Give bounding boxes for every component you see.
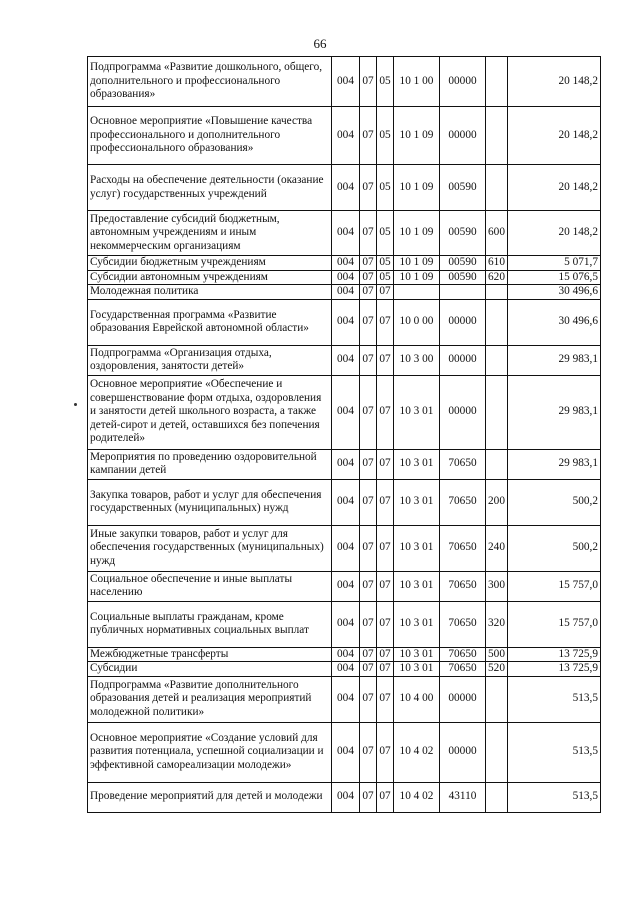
expense-type-code: [486, 676, 508, 722]
row-name: Закупка товаров, работ и услуг для обеспечения государственных (муниципальных) нужд: [88, 479, 332, 525]
row-name: Основное мероприятие «Повышение качества профессионального и дополнительного профессионального образования»: [88, 107, 332, 165]
program-code: 10 1 09: [394, 165, 440, 211]
row-name: Социальное обеспечение и иные выплаты населению: [88, 571, 332, 601]
table-row: [88, 601, 601, 647]
direction-code: 70650: [440, 449, 486, 479]
row-name: Социальные выплаты гражданам, кроме публичных нормативных социальных выплат: [88, 601, 332, 647]
amount: 513,5: [508, 676, 601, 722]
row-name: Проведение мероприятий для детей и молодежи: [88, 782, 332, 812]
subsection-code: 07: [377, 662, 394, 677]
program-code: 10 3 01: [394, 571, 440, 601]
table-row: [88, 299, 601, 345]
amount: 15 757,0: [508, 601, 601, 647]
expense-type-code: [486, 375, 508, 449]
program-code: 10 1 00: [394, 57, 440, 107]
direction-code: 43110: [440, 782, 486, 812]
direction-code: 00000: [440, 375, 486, 449]
subsection-code: 07: [377, 722, 394, 782]
amount: 29 983,1: [508, 345, 601, 375]
expense-type-code: [486, 722, 508, 782]
subsection-code: 07: [377, 479, 394, 525]
ministry-code: 004: [332, 571, 360, 601]
ministry-code: 004: [332, 722, 360, 782]
program-code: 10 3 01: [394, 479, 440, 525]
program-code: 10 1 09: [394, 256, 440, 271]
expense-type-code: [486, 449, 508, 479]
row-name: Субсидии бюджетным учреждениям: [88, 256, 332, 271]
section-code: 07: [360, 299, 377, 345]
table-row: [88, 57, 601, 107]
section-code: 07: [360, 571, 377, 601]
row-name: Молодежная политика: [88, 285, 332, 300]
amount: 513,5: [508, 722, 601, 782]
section-code: 07: [360, 676, 377, 722]
row-name: Субсидии автономным учреждениям: [88, 270, 332, 285]
subsection-code: 07: [377, 299, 394, 345]
ministry-code: 004: [332, 165, 360, 211]
ministry-code: 004: [332, 676, 360, 722]
expense-type-code: 320: [486, 601, 508, 647]
ministry-code: 004: [332, 270, 360, 285]
program-code: 10 4 00: [394, 676, 440, 722]
table-body: [88, 57, 601, 813]
amount: 30 496,6: [508, 299, 601, 345]
program-code: [394, 285, 440, 300]
section-code: 07: [360, 375, 377, 449]
direction-code: 00000: [440, 345, 486, 375]
ministry-code: 004: [332, 601, 360, 647]
ministry-code: 004: [332, 57, 360, 107]
row-name: Подпрограмма «Развитие дополнительного образования детей и реализация мероприятий молодежной политики»: [88, 676, 332, 722]
direction-code: 00000: [440, 299, 486, 345]
amount: 20 148,2: [508, 107, 601, 165]
amount: 20 148,2: [508, 57, 601, 107]
ministry-code: 004: [332, 107, 360, 165]
section-code: 07: [360, 647, 377, 662]
program-code: 10 1 09: [394, 270, 440, 285]
table-row: [88, 662, 601, 677]
program-code: 10 4 02: [394, 722, 440, 782]
budget-table: [87, 56, 601, 813]
table-row: [88, 107, 601, 165]
table-row: [88, 782, 601, 812]
subsection-code: 07: [377, 525, 394, 571]
table-row: [88, 571, 601, 601]
program-code: 10 3 01: [394, 525, 440, 571]
row-name: Субсидии: [88, 662, 332, 677]
ministry-code: 004: [332, 662, 360, 677]
amount: 20 148,2: [508, 165, 601, 211]
section-code: 07: [360, 165, 377, 211]
amount: 29 983,1: [508, 449, 601, 479]
subsection-code: 05: [377, 107, 394, 165]
program-code: 10 3 01: [394, 375, 440, 449]
program-code: 10 1 09: [394, 211, 440, 256]
direction-code: 00000: [440, 722, 486, 782]
table-row: [88, 479, 601, 525]
subsection-code: 07: [377, 647, 394, 662]
table-row: [88, 211, 601, 256]
table-row: [88, 165, 601, 211]
row-name: Основное мероприятие «Создание условий для развития потенциала, успешной социализации и эффективной самореализации молодежи»: [88, 722, 332, 782]
expense-type-code: 500: [486, 647, 508, 662]
table-row: [88, 256, 601, 271]
expense-type-code: [486, 782, 508, 812]
subsection-code: 07: [377, 676, 394, 722]
subsection-code: 05: [377, 256, 394, 271]
amount: 13 725,9: [508, 662, 601, 677]
direction-code: 00590: [440, 270, 486, 285]
ministry-code: 004: [332, 647, 360, 662]
ministry-code: 004: [332, 285, 360, 300]
section-code: 07: [360, 57, 377, 107]
section-code: 07: [360, 479, 377, 525]
ministry-code: 004: [332, 299, 360, 345]
expense-type-code: [486, 285, 508, 300]
subsection-code: 05: [377, 57, 394, 107]
table-row: [88, 647, 601, 662]
expense-type-code: [486, 107, 508, 165]
section-code: 07: [360, 256, 377, 271]
table-row: [88, 676, 601, 722]
program-code: 10 3 01: [394, 647, 440, 662]
row-name: Подпрограмма «Развитие дошкольного, общего, дополнительного и профессионального образования»: [88, 57, 332, 107]
amount: 15 076,5: [508, 270, 601, 285]
expense-type-code: 240: [486, 525, 508, 571]
direction-code: [440, 285, 486, 300]
direction-code: 70650: [440, 571, 486, 601]
section-code: 07: [360, 270, 377, 285]
amount: 20 148,2: [508, 211, 601, 256]
section-code: 07: [360, 662, 377, 677]
amount: 29 983,1: [508, 375, 601, 449]
ministry-code: 004: [332, 479, 360, 525]
row-name: Государственная программа «Развитие образования Еврейской автономной области»: [88, 299, 332, 345]
ministry-code: 004: [332, 525, 360, 571]
expense-type-code: [486, 299, 508, 345]
amount: 30 496,6: [508, 285, 601, 300]
subsection-code: 07: [377, 782, 394, 812]
direction-code: 00000: [440, 676, 486, 722]
program-code: 10 3 00: [394, 345, 440, 375]
expense-type-code: [486, 165, 508, 211]
page-number: 66: [313, 36, 327, 51]
expense-type-code: 520: [486, 662, 508, 677]
expense-type-code: 200: [486, 479, 508, 525]
subsection-code: 07: [377, 571, 394, 601]
table-row: [88, 375, 601, 449]
table-row: [88, 722, 601, 782]
direction-code: 00590: [440, 165, 486, 211]
section-code: 07: [360, 211, 377, 256]
subsection-code: 05: [377, 270, 394, 285]
table-row: [88, 285, 601, 300]
subsection-code: 07: [377, 601, 394, 647]
program-code: 10 4 02: [394, 782, 440, 812]
table-row: [88, 525, 601, 571]
amount: 500,2: [508, 525, 601, 571]
expense-type-code: 610: [486, 256, 508, 271]
program-code: 10 3 01: [394, 449, 440, 479]
expense-type-code: 600: [486, 211, 508, 256]
row-name: Предоставление субсидий бюджетным, автономным учреждениям и иным некоммерческим организациям: [88, 211, 332, 256]
ministry-code: 004: [332, 375, 360, 449]
direction-code: 70650: [440, 647, 486, 662]
row-name: Расходы на обеспечение деятельности (оказание услуг) государственных учреждений: [88, 165, 332, 211]
section-code: 07: [360, 107, 377, 165]
subsection-code: 07: [377, 375, 394, 449]
table-row: [88, 270, 601, 285]
program-code: 10 0 00: [394, 299, 440, 345]
amount: 500,2: [508, 479, 601, 525]
subsection-code: 05: [377, 211, 394, 256]
section-code: 07: [360, 285, 377, 300]
expense-type-code: 300: [486, 571, 508, 601]
expense-type-code: [486, 345, 508, 375]
direction-code: 00000: [440, 57, 486, 107]
program-code: 10 1 09: [394, 107, 440, 165]
subsection-code: 05: [377, 165, 394, 211]
ministry-code: 004: [332, 211, 360, 256]
amount: 15 757,0: [508, 571, 601, 601]
amount: 5 071,7: [508, 256, 601, 271]
row-name: Межбюджетные трансферты: [88, 647, 332, 662]
row-name: Иные закупки товаров, работ и услуг для обеспечения государственных (муниципальных) нужд: [88, 525, 332, 571]
program-code: 10 3 01: [394, 601, 440, 647]
section-code: 07: [360, 345, 377, 375]
direction-code: 70650: [440, 525, 486, 571]
subsection-code: 07: [377, 285, 394, 300]
direction-code: 00590: [440, 256, 486, 271]
table-row: [88, 345, 601, 375]
direction-code: 70650: [440, 601, 486, 647]
row-name: Основное мероприятие «Обеспечение и совершенствование форм отдыха, оздоровления и занятости детей школьного возраста, а также детей-сирот и детей, оставшихся без попечения родителей»: [88, 375, 332, 449]
direction-code: 00590: [440, 211, 486, 256]
row-name: Подпрограмма «Организация отдыха, оздоровления, занятости детей»: [88, 345, 332, 375]
row-name: Мероприятия по проведению оздоровительной кампании детей: [88, 449, 332, 479]
table-row: [88, 449, 601, 479]
section-code: 07: [360, 525, 377, 571]
direction-code: 70650: [440, 662, 486, 677]
ministry-code: 004: [332, 256, 360, 271]
section-code: 07: [360, 601, 377, 647]
ministry-code: 004: [332, 345, 360, 375]
stray-mark: [74, 403, 77, 406]
expense-type-code: 620: [486, 270, 508, 285]
expense-type-code: [486, 57, 508, 107]
direction-code: 70650: [440, 479, 486, 525]
subsection-code: 07: [377, 449, 394, 479]
section-code: 07: [360, 449, 377, 479]
amount: 13 725,9: [508, 647, 601, 662]
ministry-code: 004: [332, 782, 360, 812]
direction-code: 00000: [440, 107, 486, 165]
amount: 513,5: [508, 782, 601, 812]
subsection-code: 07: [377, 345, 394, 375]
program-code: 10 3 01: [394, 662, 440, 677]
section-code: 07: [360, 722, 377, 782]
ministry-code: 004: [332, 449, 360, 479]
section-code: 07: [360, 782, 377, 812]
